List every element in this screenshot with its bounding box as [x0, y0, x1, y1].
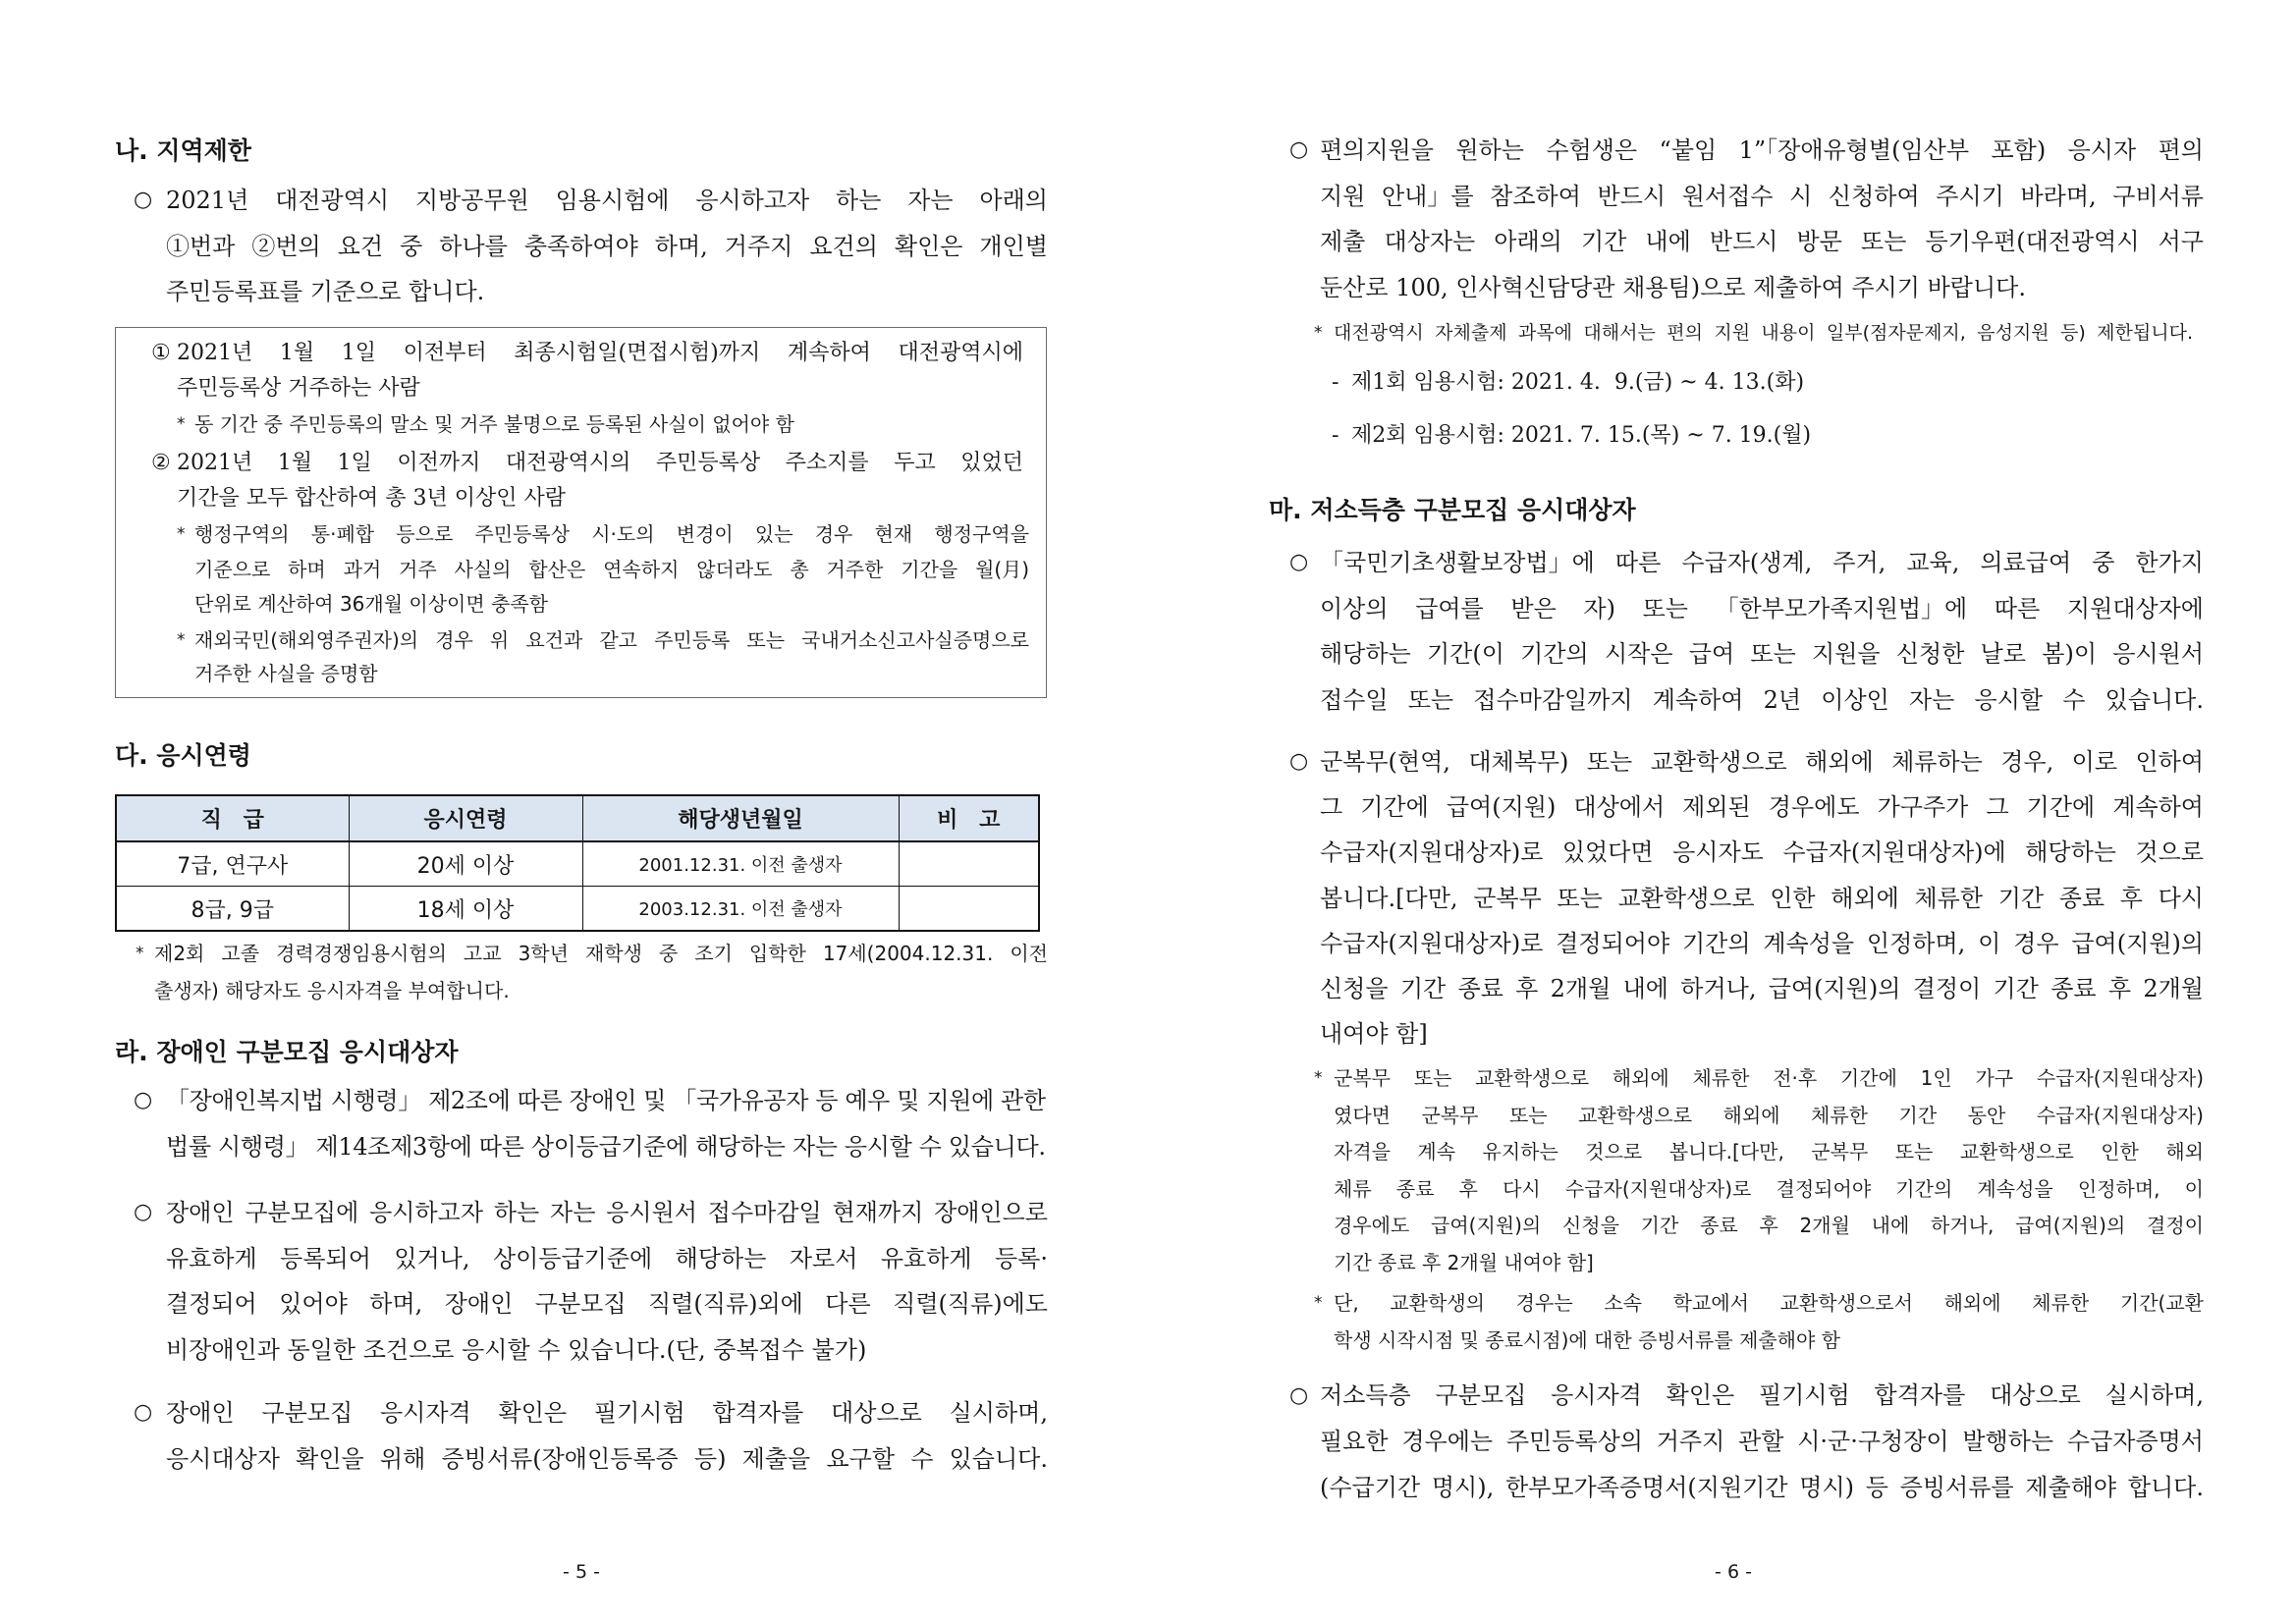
text-line: 필요한 경우에는 주민등록상의 거주지 관할 시·군·구청장이 발행하는 수급자증명서 — [1320, 1428, 2204, 1455]
text-line: 자격을 계속 유지하는 것으로 봅니다.[다만, 군복무 또는 교환학생으로 인한 해외 — [1334, 1140, 2204, 1164]
text-line: 경우에도 급여(지원)의 신청을 기간 종료 후 2개월 내에 하거나, 급여(지원)의 결정이 — [1334, 1214, 2204, 1238]
text-line: 제출 대상자는 아래의 기간 내에 반드시 방문 또는 등기우편(대전광역시 서구 — [1320, 228, 2204, 255]
text-line: 장애인 구분모집에 응시하고자 하는 자는 응시원서 접수마감일 현재까지 장애인으로 — [166, 1199, 1048, 1226]
text-line: 그 기간에 급여(지원) 대상에서 제외된 경우에도 가구주가 그 기간에 계속하여 — [1320, 793, 2204, 822]
text-line: 편의지원을 원하는 수험생은 “붙임 1”「장애유형별(임산부 포함) 응시자 편의 — [1320, 136, 2204, 164]
text-line: 결정되어 있어야 하며, 장애인 구분모집 직렬(직류)외에 다른 직렬(직류)에도 — [166, 1290, 1048, 1318]
section-heading-disabled: 라. 장애인 구분모집 응시대상자 — [115, 1038, 459, 1066]
text-line: 행정구역의 통·폐합 등으로 주민등록상 시·도의 변경이 있는 경우 현재 행정구역을 — [194, 522, 1029, 546]
text-line: 단위로 계산하여 36개월 이상이면 충족함 — [194, 592, 548, 616]
text-line: 제2회 임용시험: 2021. 7. 15.(목) ~ 7. 19.(월) — [1351, 423, 1812, 448]
text-line: 제2회 고졸 경력경쟁임용시험의 고교 3학년 재학생 중 조기 입학한 17세(2004.12.31. 이전 — [154, 942, 1048, 965]
table-cell — [899, 887, 1039, 932]
requirement-item-1-note — [177, 406, 1029, 442]
table-cell: 18세 이상 — [349, 887, 582, 932]
low-income-paragraph-1 — [1289, 540, 2204, 723]
text-line: 이상의 급여를 받은 자) 또는 「한부모가족지원법」에 따른 지원대상자에 — [1320, 594, 2204, 622]
text-line: 2021년 1월 1일 이전부터 최종시험일(면접시험)까지 계속하여 대전광역시에 — [177, 341, 1023, 365]
dash-marker: - — [1332, 423, 1339, 448]
text-line: 기준으로 하며 과거 거주 사실의 합산은 연속하지 않더라도 총 거주한 기간을 월(月) — [194, 557, 1029, 581]
asterisk-marker: * — [1314, 1293, 1323, 1313]
bullet-marker: ○ — [1289, 550, 1309, 574]
text-line: 출생자) 해당자도 응시자격을 부여합니다. — [154, 979, 510, 1002]
text-line: 기간 종료 후 2개월 내여야 함] — [1334, 1250, 1594, 1274]
disabled-paragraph-1 — [134, 1078, 1048, 1169]
text-line: 해당하는 기간(이 기간의 시작은 급여 또는 지원을 신청한 날로 봄)이 응시원서 — [1320, 640, 2204, 668]
col-header-remarks: 비 고 — [899, 795, 1039, 841]
table-header-row — [116, 795, 1039, 841]
section-heading-region-restriction: 나. 지역제한 — [115, 136, 251, 165]
table-row — [116, 841, 1039, 887]
asterisk-marker: * — [177, 524, 186, 544]
text-line: 지원 안내」를 참조하여 반드시 원서접수 시 신청하여 주시기 바라며, 구비서류 — [1320, 182, 2204, 210]
text-line: 「국민기초생활보장법」에 따른 수급자(생계, 주거, 교육, 의료급여 중 한가지 — [1320, 549, 2204, 576]
table-cell: 8급, 9급 — [116, 887, 349, 932]
age-table-note — [136, 935, 1048, 1009]
asterisk-marker: * — [177, 414, 186, 434]
requirement-item-2 — [151, 446, 1023, 516]
text-line: 군복무(현역, 대체복무) 또는 교환학생으로 해외에 체류하는 경우, 이로 인하여 — [1320, 748, 2204, 776]
schedule-item-2 — [1332, 418, 2039, 454]
section-heading-low-income: 마. 저소득층 구분모집 응시대상자 — [1269, 496, 1636, 524]
text-line: ①번과 ②번의 요건 중 하나를 충족하여야 하며, 거주지 요건의 확인은 개인별 — [166, 232, 1048, 260]
text-line: (수급기간 명시), 한부모가족증명서(지원기간 명시) 등 증빙서류를 제출해야 합니다. — [1320, 1474, 2204, 1501]
text-line: 비장애인과 동일한 조건으로 응시할 수 있습니다.(단, 중복접수 불가) — [166, 1335, 867, 1364]
col-header-age: 응시연령 — [349, 795, 582, 841]
dash-marker: - — [1332, 370, 1339, 395]
bullet-marker: ○ — [134, 1200, 153, 1224]
table-cell: 7급, 연구사 — [116, 841, 349, 887]
table-cell: 2001.12.31. 이전 출생자 — [582, 841, 899, 887]
text-line: 저소득층 구분모집 응시자격 확인은 필기시험 합격자를 대상으로 실시하며, — [1320, 1381, 2204, 1409]
text-line: 장애인 구분모집 응시자격 확인은 필기시험 합격자를 대상으로 실시하며, — [166, 1399, 1048, 1427]
text-line: 기간을 모두 합산하여 총 3년 이상인 사람 — [177, 486, 566, 511]
convenience-support-note — [1314, 315, 2193, 351]
asterisk-marker: * — [1314, 1068, 1323, 1088]
text-line: 내여야 함] — [1320, 1020, 1428, 1049]
text-line: 였다면 군복무 또는 교환학생으로 해외에 체류한 기간 동안 수급자(지원대상자) — [1334, 1103, 2204, 1127]
bullet-marker: ○ — [1289, 1383, 1309, 1408]
text-line: 2021년 대전광역시 지방공무원 임용시험에 응시하고자 하는 자는 아래의 — [166, 187, 1048, 214]
col-header-birthdate: 해당생년월일 — [582, 795, 899, 841]
low-income-note-1 — [1314, 1060, 2204, 1282]
text-line: 체류 종료 후 다시 수급자(지원대상자)로 결정되어야 기간의 계속성을 인정하며, 이 — [1334, 1176, 2204, 1201]
text-line: 수급자(지원대상자)로 있었다면 응시자도 수급자(지원대상자)에 해당하는 것으로 — [1320, 839, 2204, 867]
page-number: - 6 - — [1715, 1561, 1752, 1583]
low-income-note-2 — [1314, 1285, 2204, 1359]
requirement-item-2-note-2 — [177, 623, 1029, 690]
asterisk-marker: * — [1314, 323, 1323, 343]
schedule-item-1 — [1332, 365, 2039, 401]
bullet-marker: ○ — [134, 1400, 153, 1425]
text-line: 군복무 또는 교환학생으로 해외에 체류한 전·후 기간에 1인 가구 수급자(지원대상자) — [1334, 1066, 2204, 1090]
low-income-paragraph-3 — [1289, 1373, 2204, 1511]
text-line: 거주한 사실을 증명함 — [194, 662, 378, 685]
col-header-grade: 직 급 — [116, 795, 349, 841]
text-line: 신청을 기간 종료 후 2개월 내에 하거나, 급여(지원)의 결정이 기간 종료 후 2개월 — [1320, 974, 2204, 1002]
text-line: 단, 교환학생의 경우는 소속 학교에서 교환학생으로서 해외에 체류한 기간(교환 — [1334, 1291, 2204, 1315]
text-line: 접수일 또는 접수마감일까지 계속하여 2년 이상인 자는 응시할 수 있습니다. — [1320, 685, 2204, 714]
page-number: - 5 - — [563, 1561, 600, 1583]
text-line: 주민등록표를 기준으로 합니다. — [166, 278, 485, 305]
text-line: 재외국민(해외영주권자)의 경우 위 요건과 같고 주민등록 또는 국내거소신고사실증명으로 — [194, 628, 1029, 652]
bullet-marker: ○ — [1289, 749, 1309, 774]
disabled-paragraph-2 — [134, 1190, 1048, 1373]
bullet-marker: ○ — [134, 188, 153, 212]
text-line: 둔산로 100, 인사혁신담당관 채용팀)으로 제출하여 주시기 바랍니다. — [1320, 273, 2026, 301]
convenience-support-paragraph — [1289, 128, 2204, 310]
residency-requirements-box — [115, 327, 1047, 698]
text-line: 동 기간 중 주민등록의 말소 및 거주 불명으로 등록된 사실이 없어야 함 — [194, 412, 794, 436]
table-cell: 20세 이상 — [349, 841, 582, 887]
bullet-marker: ○ — [1289, 137, 1309, 162]
number-marker: ② — [151, 451, 171, 475]
text-line: 법률 시행령」 제14조제3항에 따른 상이등급기준에 해당하는 자는 응시할 수 있습니다. — [166, 1132, 1046, 1161]
asterisk-marker: * — [136, 944, 144, 963]
requirement-item-1 — [151, 336, 1023, 406]
low-income-paragraph-2 — [1289, 739, 2204, 1056]
asterisk-marker: * — [177, 630, 186, 650]
disabled-paragraph-3 — [134, 1390, 1048, 1482]
text-line: 주민등록상 거주하는 사람 — [177, 376, 420, 401]
age-table — [115, 794, 1040, 932]
text-line: 「장애인복지법 시행령」 제2조에 따른 장애인 및 「국가유공자 등 예우 및 지원에 관한 — [166, 1087, 1046, 1114]
text-line: 학생 시작시점 및 종료시점)에 대한 증빙서류를 제출해야 함 — [1334, 1327, 1840, 1352]
bullet-marker: ○ — [134, 1088, 153, 1112]
text-line: 대전광역시 자체출제 과목에 대해서는 편의 지원 내용이 일부(점자문제지, 음성지원 등) 제한됩니다. — [1334, 322, 2193, 344]
table-cell — [899, 841, 1039, 887]
text-line: 수급자(지원대상자)로 결정되어야 기간의 계속성을 인정하며, 이 경우 급여(지원)의 — [1320, 929, 2204, 957]
number-marker: ① — [151, 341, 171, 365]
text-line: 응시대상자 확인을 위해 증빙서류(장애인등록증 등) 제출을 요구할 수 있습니다. — [166, 1444, 1048, 1473]
requirement-item-2-note-1 — [177, 517, 1029, 622]
table-cell: 2003.12.31. 이전 출생자 — [582, 887, 899, 932]
table-row — [116, 887, 1039, 932]
text-line: 2021년 1월 1일 이전까지 대전광역시의 주민등록상 주소지를 두고 있었던 — [177, 451, 1023, 475]
region-intro-paragraph — [134, 178, 1048, 315]
text-line: 봅니다.[다만, 군복무 또는 교환학생으로 인한 해외에 체류한 기간 종료 후 다시 — [1320, 884, 2204, 912]
text-line: 유효하게 등록되어 있거나, 상이등급기준에 해당하는 자로서 유효하게 등록· — [166, 1244, 1048, 1272]
page-6 — [1148, 0, 2296, 1623]
section-heading-age: 다. 응시연령 — [115, 741, 251, 770]
text-line: 제1회 임용시험: 2021. 4. 9.(금) ~ 4. 13.(화) — [1351, 370, 1805, 395]
